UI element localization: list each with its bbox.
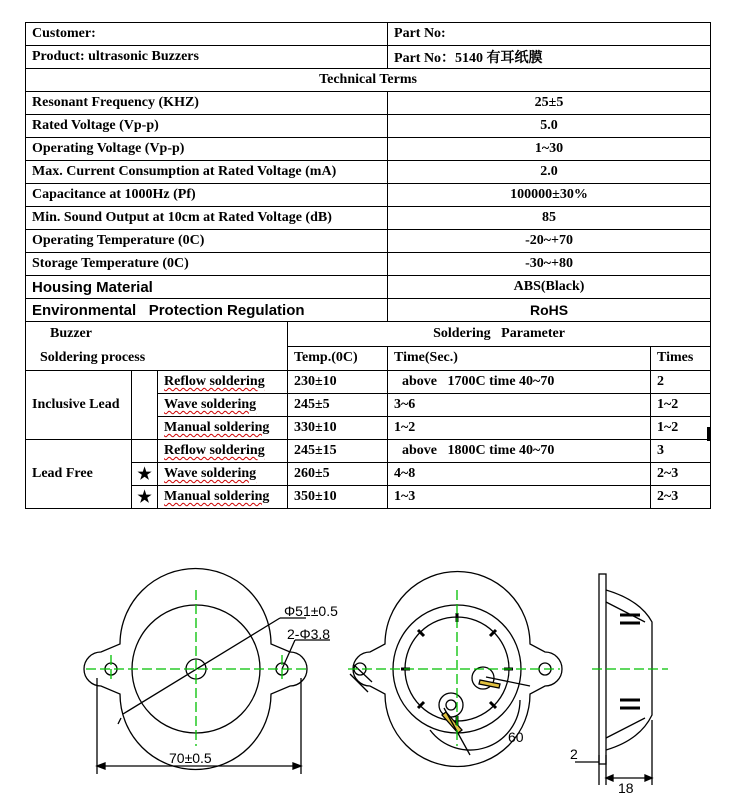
spec-row [26,230,711,253]
time-cell: above 1800C time 40~70 [388,440,651,463]
spec-value: RoHS [388,299,711,322]
time-cell: 4~8 [388,463,651,486]
product-label: Product: ultrasonic Buzzers [26,46,388,69]
table-row [26,371,711,394]
col-temp: Temp.(0C) [288,346,388,371]
customer-label: Customer: [26,23,388,46]
spec-label: Housing Material [26,276,388,299]
spec-row [26,299,711,322]
dim-diameter: Φ51±0.5 [284,603,338,619]
times-cell: 1~2 [651,417,711,440]
spec-row [26,138,711,161]
inclusive-lead-label: Inclusive Lead [26,371,132,440]
spec-value: 100000±30% [388,184,711,207]
side-view [575,574,652,785]
spec-value: -30~+80 [388,253,711,276]
process-label: Soldering process [40,350,146,365]
spec-row [26,161,711,184]
spec-value: ABS(Black) [388,276,711,299]
dim-holes: 2-Φ3.8 [287,626,331,642]
temp-cell: 350±10 [288,486,388,509]
spec-label: Max. Current Consumption at Rated Voltage (mA) [26,161,388,184]
customer-row [26,23,711,46]
times-cell: 1~2 [651,394,711,417]
temp-cell: 260±5 [288,463,388,486]
buzzer-label: Buzzer [50,326,92,341]
part-no-value: Part No：5140 有耳纸膜 [388,46,711,69]
temp-cell: 245±15 [288,440,388,463]
spec-value: 25±5 [388,92,711,115]
star-cell-empty [132,371,158,440]
table-row [26,440,711,463]
side-ribs [620,615,640,708]
method-cell: Reflow soldering [158,371,288,394]
method-cell: Manual soldering [158,417,288,440]
spec-label: Environmental Protection Regulation [26,299,388,322]
front-view [84,569,330,774]
time-cell: 3~6 [388,394,651,417]
spec-row [26,92,711,115]
lead-free-label: Lead Free [26,440,132,509]
spec-label: Storage Temperature (0C) [26,253,388,276]
spec-row [26,184,711,207]
method-cell: Wave soldering [158,394,288,417]
spec-label: Min. Sound Output at 10cm at Rated Voltage (dB) [26,207,388,230]
times-cell: 3 [651,440,711,463]
method-cell: Reflow soldering [158,440,288,463]
col-time: Time(Sec.) [388,346,651,371]
spec-label: Resonant Frequency (KHZ) [26,92,388,115]
spec-label: Operating Voltage (Vp-p) [26,138,388,161]
dim-side-thin: 2 [570,746,578,762]
temp-cell: 245±5 [288,394,388,417]
star-icon: ★ [132,486,158,509]
spec-table [25,22,711,509]
margin-mark [707,427,710,441]
spec-sheet [25,22,710,509]
soldering-header-row [26,322,711,347]
times-cell: 2 [651,371,711,394]
star-icon: ★ [132,463,158,486]
temp-cell: 230±10 [288,371,388,394]
spec-value: 1~30 [388,138,711,161]
method-cell: Manual soldering [158,486,288,509]
time-cell: 1~2 [388,417,651,440]
times-cell: 2~3 [651,486,711,509]
star-cell-empty [132,440,158,463]
method-cell: Wave soldering [158,463,288,486]
col-times: Times [651,346,711,371]
dim-angle: 60 [508,729,524,745]
spec-label: Operating Temperature (0C) [26,230,388,253]
technical-drawing [0,560,750,793]
dim-side-depth: 18 [618,780,634,793]
spec-value: 5.0 [388,115,711,138]
spec-label: Capacitance at 1000Hz (Pf) [26,184,388,207]
spec-value: -20~+70 [388,230,711,253]
product-row [26,46,711,69]
spec-row [26,253,711,276]
section-title: Technical Terms [26,69,711,92]
spec-row [26,207,711,230]
spec-value: 2.0 [388,161,711,184]
time-cell: above 1700C time 40~70 [388,371,651,394]
spec-row [26,115,711,138]
buzzer-process-header [26,322,288,371]
dim-width: 70±0.5 [169,750,212,766]
time-cell: 1~3 [388,486,651,509]
spec-row [26,276,711,299]
temp-cell: 330±10 [288,417,388,440]
section-title-row [26,69,711,92]
part-no-label: Part No: [388,23,711,46]
soldering-param-label: Soldering Parameter [288,322,711,347]
spec-value: 85 [388,207,711,230]
times-cell: 2~3 [651,463,711,486]
spec-label: Rated Voltage (Vp-p) [26,115,388,138]
